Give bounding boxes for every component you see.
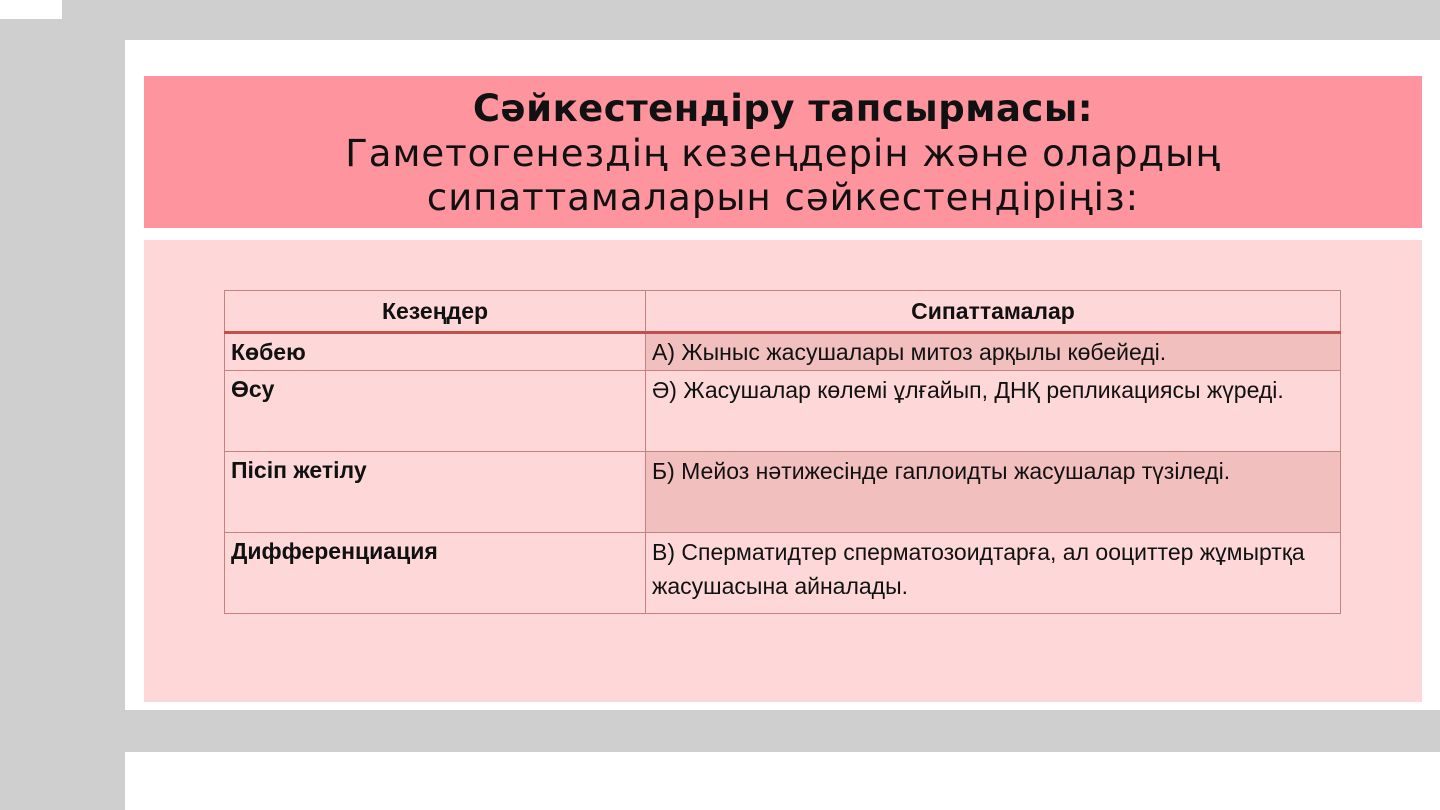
header-stages: Кезеңдер [225, 291, 646, 333]
title-line-3: сипаттамаларын сәйкестендіріңіз: [426, 176, 1140, 219]
table-header-row [225, 291, 1341, 333]
description-cell: Ә) Жасушалар көлемі ұлғайып, ДНҚ репликациясы жүреді. [646, 371, 1341, 452]
table-row [225, 333, 1341, 371]
description-cell: Б) Мейоз нәтижесінде гаплоидты жасушалар түзіледі. [646, 452, 1341, 533]
corner-panel [0, 0, 62, 19]
next-slide-preview [125, 752, 1440, 810]
table-row [225, 533, 1341, 614]
title-line-2: Гаметогенездің кезеңдерін және олардың [345, 132, 1221, 175]
stage-cell: Пісіп жетілу [225, 452, 646, 533]
matching-table [224, 290, 1341, 614]
slide-title [144, 86, 1422, 220]
table-row [225, 452, 1341, 533]
description-cell: В) Сперматидтер сперматозоидтарға, ал ооциттер жұмыртқа жасушасына айналады. [646, 533, 1341, 614]
header-descriptions: Сипаттамалар [646, 291, 1341, 333]
stage-cell: Дифференциация [225, 533, 646, 614]
description-cell: А) Жыныс жасушалары митоз арқылы көбейеді. [646, 333, 1341, 371]
stage-cell: Өсу [225, 371, 646, 452]
title-heading: Сәйкестендіру тапсырмасы: [472, 87, 1094, 130]
table-row [225, 371, 1341, 452]
stage-cell: Көбею [225, 333, 646, 371]
